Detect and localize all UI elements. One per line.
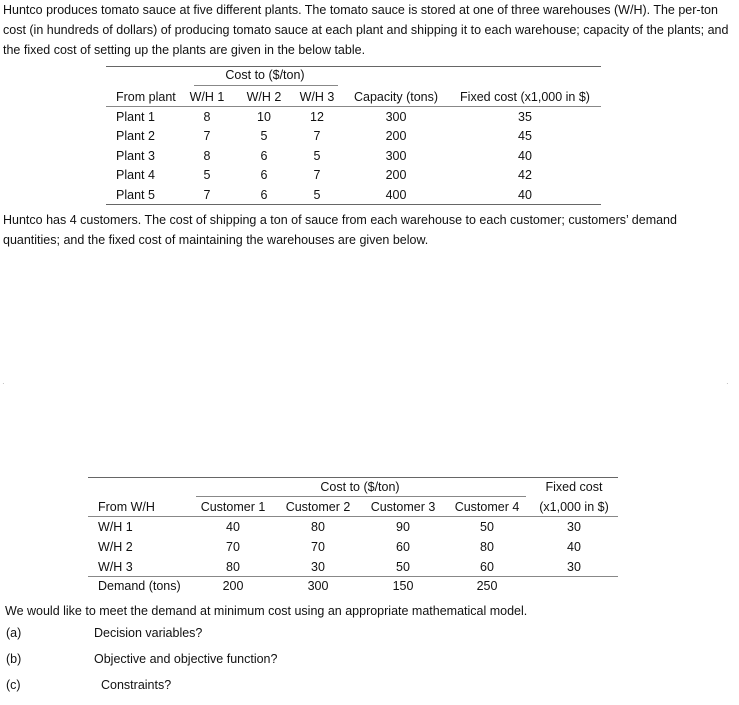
table1-cell: 45 bbox=[518, 129, 532, 143]
table1-header-cell: W/H 3 bbox=[299, 90, 335, 104]
demand-label: Demand (tons) bbox=[98, 579, 181, 593]
table1-cell: 12 bbox=[310, 110, 324, 124]
table2-header-cell: Customer 3 bbox=[370, 500, 436, 514]
table2-demand-rule bbox=[88, 576, 618, 577]
table2-row-label: W/H 3 bbox=[98, 560, 133, 574]
table2-cell: 40 bbox=[567, 540, 581, 554]
customers-paragraph: Huntco has 4 customers. The cost of shipping a ton of sauce from each warehouse to each customer; customers’ demand quantities; and the fixed cost of maintaining the warehouses are given below. bbox=[3, 213, 677, 247]
table2-cell: 60 bbox=[396, 540, 410, 554]
table1-cell: 10 bbox=[257, 110, 271, 124]
table2-cell: 60 bbox=[480, 560, 494, 574]
table2-cell: 80 bbox=[311, 520, 325, 534]
table2-header-cell: Customer 4 bbox=[454, 500, 520, 514]
demand-cell: 250 bbox=[476, 579, 498, 593]
table1-cell: 7 bbox=[313, 129, 321, 143]
table1-cell: 7 bbox=[203, 129, 211, 143]
table2-cell: 80 bbox=[480, 540, 494, 554]
table1-cell: 300 bbox=[385, 149, 407, 163]
table2-top-rule bbox=[88, 477, 618, 478]
table1-cell: 6 bbox=[260, 168, 268, 182]
table2-header-cell: Customer 2 bbox=[285, 500, 351, 514]
table2-cell: 70 bbox=[226, 540, 240, 554]
table2-cell: 90 bbox=[396, 520, 410, 534]
table1-cell: 42 bbox=[518, 168, 532, 182]
demand-cell: 150 bbox=[392, 579, 414, 593]
table1-cell: 5 bbox=[260, 129, 268, 143]
table2-group-rule bbox=[196, 496, 526, 497]
table1-header-cell: Fixed cost (x1,000 in $) bbox=[460, 90, 590, 104]
scan-artifact-dot: · bbox=[726, 379, 729, 388]
table1-header-cell: From plant bbox=[116, 90, 176, 104]
table2-group-header: Cost to ($/ton) bbox=[320, 480, 400, 494]
table2-cell: 30 bbox=[567, 560, 581, 574]
table1-cell: 40 bbox=[518, 188, 532, 202]
table1-cell: 8 bbox=[203, 110, 211, 124]
table1-cell: 5 bbox=[313, 188, 321, 202]
table1-row-label: Plant 4 bbox=[116, 168, 155, 182]
question-text: Decision variables? bbox=[94, 626, 203, 640]
table1-header-cell: W/H 1 bbox=[189, 90, 225, 104]
table2-cell: 30 bbox=[311, 560, 325, 574]
demand-cell: 200 bbox=[222, 579, 244, 593]
table1-row-label: Plant 2 bbox=[116, 129, 155, 143]
table1-header-cell: W/H 2 bbox=[246, 90, 282, 104]
table2-cell: 70 bbox=[311, 540, 325, 554]
table1-cell: 35 bbox=[518, 110, 532, 124]
table1-cell: 8 bbox=[203, 149, 211, 163]
table1-cell: 6 bbox=[260, 188, 268, 202]
demand-cell: 300 bbox=[307, 579, 329, 593]
table2-header-rule bbox=[88, 516, 618, 517]
question-label: (c) bbox=[6, 678, 21, 692]
scan-artifact-dot: · bbox=[2, 379, 5, 388]
table2-cell: 50 bbox=[480, 520, 494, 534]
table1-cell: 7 bbox=[203, 188, 211, 202]
table1-cell: 6 bbox=[260, 149, 268, 163]
table1-cell: 200 bbox=[385, 129, 407, 143]
table2-cell: 80 bbox=[226, 560, 240, 574]
table1-row-label: Plant 5 bbox=[116, 188, 155, 202]
table2-row-label: W/H 1 bbox=[98, 520, 133, 534]
table1-group-header: Cost to ($/ton) bbox=[225, 68, 305, 82]
table1-cell: 5 bbox=[313, 149, 321, 163]
question-text: Objective and objective function? bbox=[94, 652, 278, 666]
table2-header-cell: (x1,000 in $) bbox=[539, 500, 609, 514]
table2-header-cell: From W/H bbox=[98, 500, 155, 514]
table1-cell: 400 bbox=[385, 188, 407, 202]
intro-paragraph: Huntco produces tomato sauce at five different plants. The tomato sauce is stored at one of three warehouses (W/H). The per-ton cost (in hundreds of dollars) of producing tomato sauce at each plant and shipping it to each warehouse; capacity of the plants; and the fixed cost of setting up the plants are given in the below table. bbox=[3, 3, 729, 57]
table1-cell: 7 bbox=[313, 168, 321, 182]
table1-cell: 40 bbox=[518, 149, 532, 163]
table2-cell: 50 bbox=[396, 560, 410, 574]
model-prompt: We would like to meet the demand at minimum cost using an appropriate mathematical model. bbox=[5, 604, 528, 618]
table1-cell: 200 bbox=[385, 168, 407, 182]
table2-header-cell: Customer 1 bbox=[200, 500, 266, 514]
table1-cell: 5 bbox=[203, 168, 211, 182]
table1-cell: 300 bbox=[385, 110, 407, 124]
table2-row-label: W/H 2 bbox=[98, 540, 133, 554]
table1-header-cell: Capacity (tons) bbox=[353, 90, 439, 104]
question-text: Constraints? bbox=[101, 678, 172, 692]
table2-cell: 30 bbox=[567, 520, 581, 534]
table1-row-label: Plant 3 bbox=[116, 149, 155, 163]
table1-row-label: Plant 1 bbox=[116, 110, 155, 124]
table2-fixed-header-line1: Fixed cost bbox=[545, 480, 603, 494]
question-label: (b) bbox=[6, 652, 22, 666]
question-label: (a) bbox=[6, 626, 22, 640]
table2-cell: 40 bbox=[226, 520, 240, 534]
